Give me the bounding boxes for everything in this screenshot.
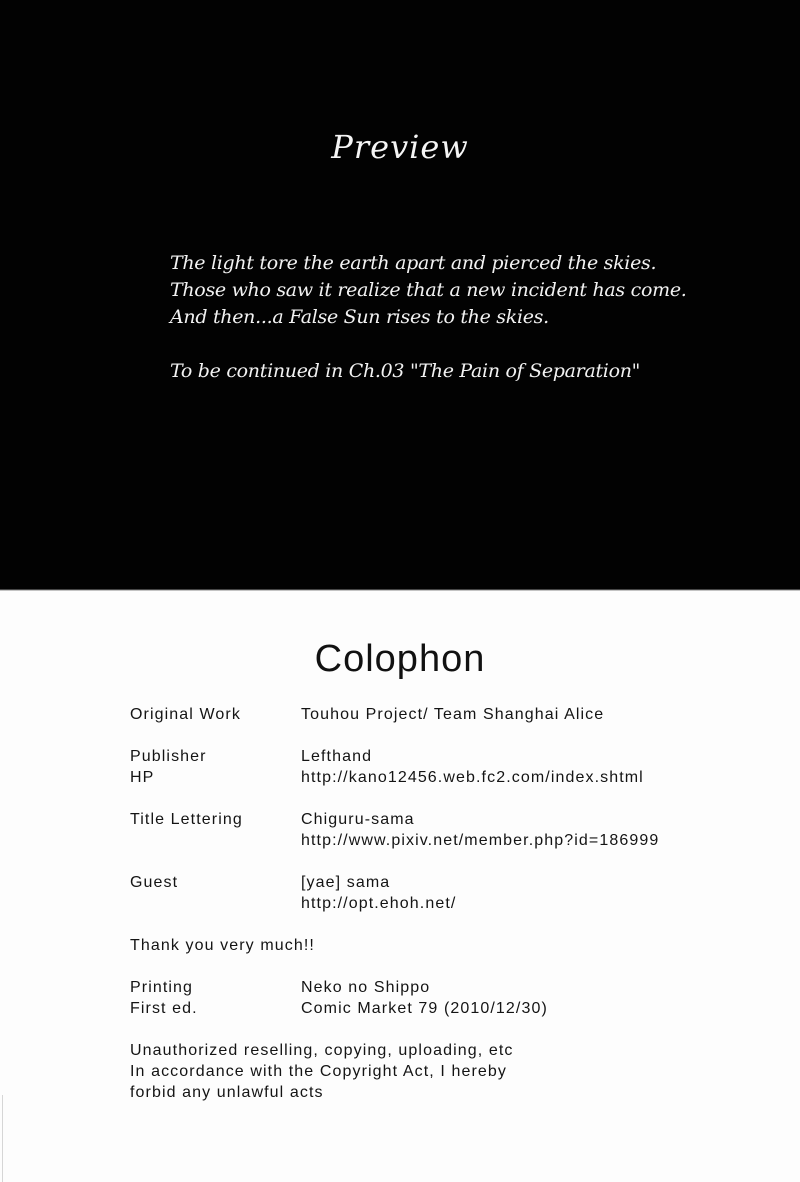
printing-value: Neko no Shippo [301, 979, 431, 996]
preview-body [170, 250, 770, 385]
first-ed-label: First ed. [130, 1000, 198, 1017]
notice-line: In accordance with the Copyright Act, I hereby [130, 1063, 507, 1080]
guest-label: Guest [130, 874, 179, 891]
colophon-table [130, 704, 730, 1124]
guest-row [130, 872, 730, 893]
thanks-group [130, 935, 730, 956]
notice-line: forbid any unlawful acts [130, 1084, 324, 1101]
guest-url-row [130, 893, 730, 914]
notice-group [130, 1040, 730, 1103]
colophon-title: Colophon [314, 638, 486, 680]
original-work-row [130, 704, 730, 725]
title-lettering-group [130, 809, 730, 851]
guest-url: http://opt.ehoh.net/ [301, 895, 457, 912]
original-work-value: Touhou Project/ Team Shanghai Alice [301, 706, 605, 723]
title-lettering-label: Title Lettering [130, 811, 243, 828]
publisher-row [130, 746, 730, 767]
hp-label: HP [130, 769, 155, 786]
to-be-continued: To be continued in Ch.03 "The Pain of Separation" [170, 360, 641, 382]
title-lettering-url: http://www.pixiv.net/member.php?id=186999 [301, 832, 660, 849]
printing-group [130, 977, 730, 1019]
notice-line: Unauthorized reselling, copying, uploading, etc [130, 1042, 514, 1059]
scan-edge-line [2, 1095, 3, 1182]
thanks-text: Thank you very much!! [130, 937, 315, 954]
original-work-label: Original Work [130, 706, 241, 723]
hp-url: http://kano12456.web.fc2.com/index.shtml [301, 769, 644, 786]
hp-row [130, 767, 730, 788]
publisher-value: Lefthand [301, 748, 373, 765]
printing-row [130, 977, 730, 998]
preview-line: The light tore the earth apart and pierced the skies. [170, 252, 657, 274]
guest-group [130, 872, 730, 914]
preview-panel [0, 0, 800, 590]
title-lettering-value: Chiguru-sama [301, 811, 415, 828]
first-ed-row [130, 998, 730, 1019]
empty-label [130, 893, 301, 914]
publisher-label: Publisher [130, 748, 207, 765]
title-lettering-row [130, 809, 730, 830]
first-ed-value: Comic Market 79 (2010/12/30) [301, 1000, 548, 1017]
publisher-group [130, 746, 730, 788]
preview-line: Those who saw it realize that a new incident has come. [170, 279, 687, 301]
printing-label: Printing [130, 979, 194, 996]
original-work-group [130, 704, 730, 725]
guest-value: [yae] sama [301, 874, 391, 891]
preview-title: Preview [331, 128, 469, 166]
preview-line: And then...a False Sun rises to the skies. [170, 306, 549, 328]
empty-label [130, 830, 301, 851]
title-lettering-url-row [130, 830, 730, 851]
page-seam [0, 589, 800, 591]
